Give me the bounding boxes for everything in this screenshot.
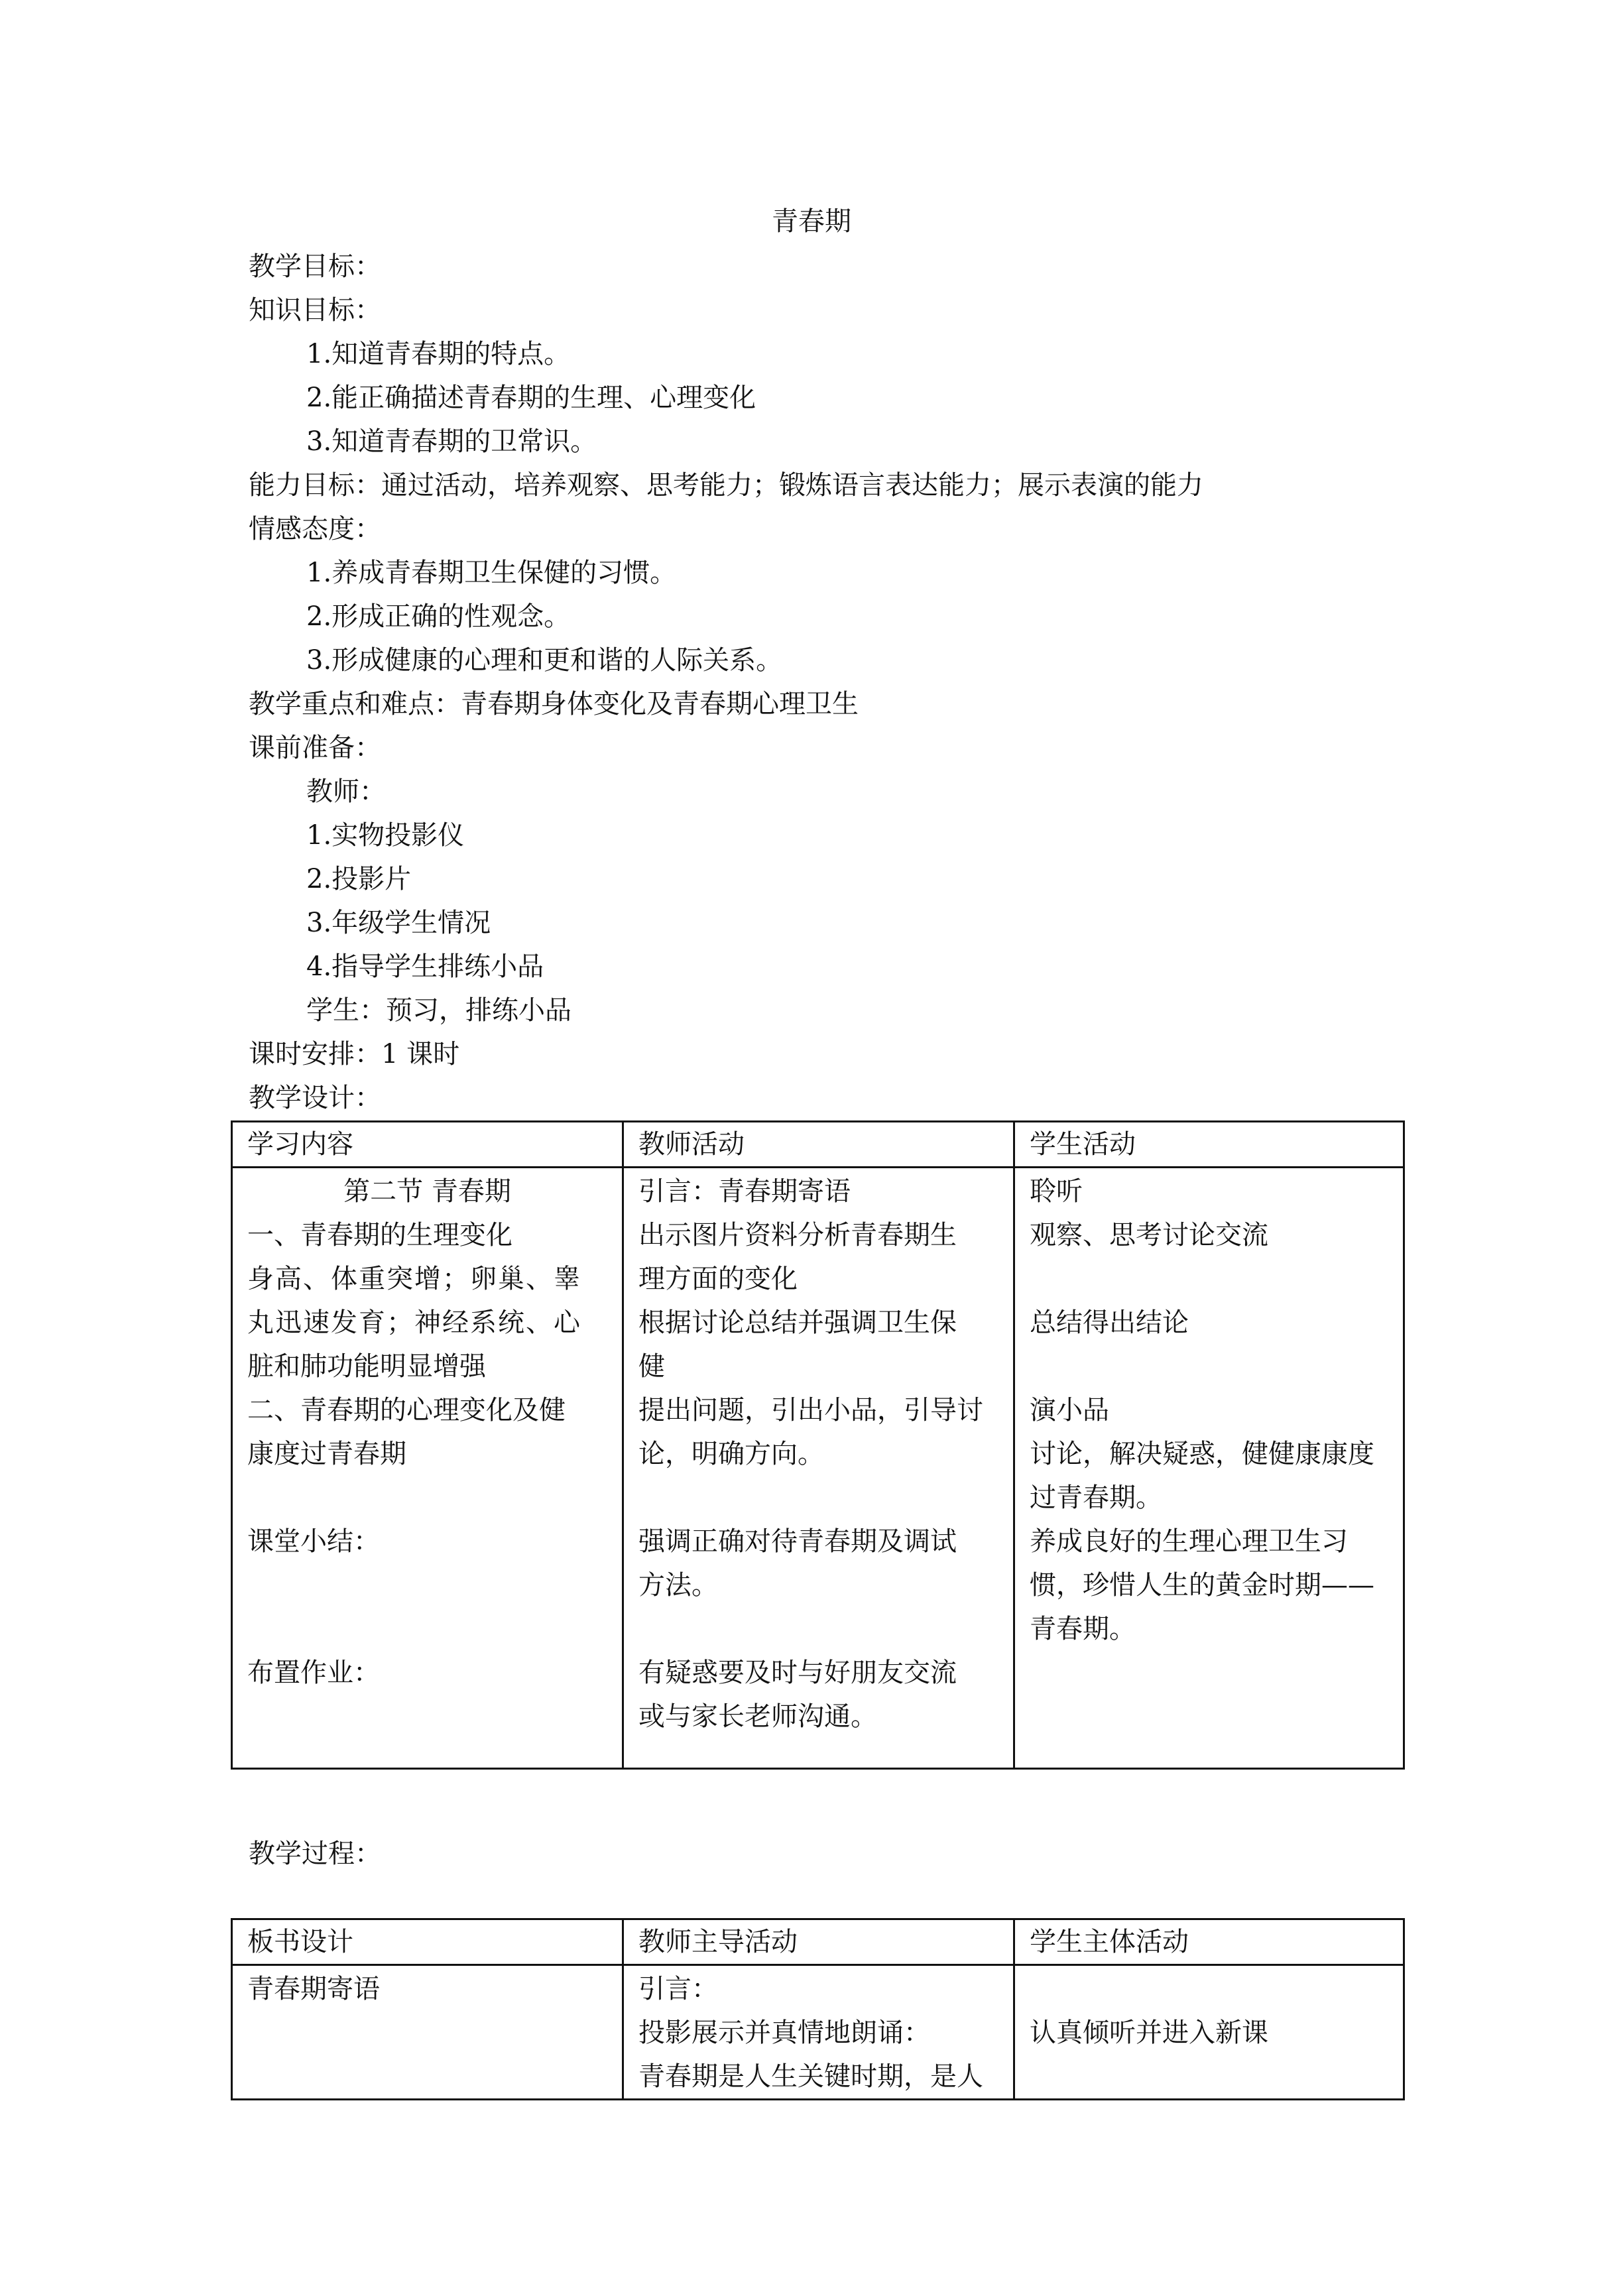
table-row	[232, 1168, 1404, 1769]
cell-line: 青春期。	[1030, 1614, 1136, 1644]
table-cell-student	[1014, 1965, 1404, 2100]
table-header-row	[232, 1919, 1404, 1965]
cell-line: 观察、思考讨论交流	[1030, 1220, 1268, 1250]
knowledge-item: 2.能正确描述青春期的生理、心理变化	[306, 383, 756, 413]
schedule-line: 课时安排：1 课时	[249, 1039, 460, 1069]
cell-line: 丸迅速发育；神经系统、心	[247, 1307, 581, 1338]
cell-line: 康度过青春期	[247, 1439, 406, 1469]
design-heading: 教学设计：	[249, 1083, 381, 1113]
ability-line: 能力目标：通过活动，培养观察、思考能力；锻炼语言表达能力；展示表演的能力	[249, 470, 1203, 501]
cell-line: 论，明确方向。	[638, 1439, 824, 1469]
table-cell-content	[232, 1168, 623, 1769]
knowledge-heading: 知识目标：	[249, 295, 381, 326]
cell-line: 青春期寄语	[247, 1974, 380, 2004]
header-cell: 学生主体活动	[1014, 1919, 1404, 1965]
table-cell-student	[1014, 1168, 1404, 1769]
objectives-heading: 教学目标：	[249, 251, 381, 282]
process-heading: 教学过程：	[249, 1839, 381, 1869]
teacher-item: 2.投影片	[306, 864, 412, 894]
header-cell: 学习内容	[232, 1122, 623, 1168]
cell-line: 脏和肺功能明显增强	[247, 1351, 486, 1382]
knowledge-item: 1.知道青春期的特点。	[306, 339, 571, 369]
header-cell: 板书设计	[232, 1919, 623, 1965]
cell-line: 布置作业：	[247, 1658, 380, 1688]
teacher-label: 教师：	[306, 776, 386, 807]
cell-line: 第二节 青春期	[343, 1176, 511, 1207]
cell-line: 身高、体重突增；卵巢、睾	[247, 1264, 581, 1294]
table-header-row	[232, 1122, 1404, 1168]
cell-line: 提出问题，引出小品，引导讨	[638, 1395, 983, 1425]
key-points: 教学重点和难点：青春期身体变化及青春期心理卫生	[249, 689, 859, 719]
cell-line: 惯，珍惜人生的黄金时期——	[1030, 1570, 1374, 1601]
cell-line: 健	[638, 1351, 665, 1382]
cell-line: 二、青春期的心理变化及健	[247, 1395, 566, 1425]
header-cell: 教师主导活动	[623, 1919, 1014, 1965]
cell-line: 投影展示并真情地朗诵：	[638, 2018, 930, 2048]
table-row	[232, 1965, 1404, 2100]
student-prep: 学生：预习，排练小品	[306, 995, 571, 1026]
cell-line: 讨论，解决疑惑，健健康康度	[1030, 1439, 1374, 1469]
process-table	[231, 1918, 1405, 2100]
cell-line: 有疑惑要及时与好朋友交流	[638, 1658, 957, 1688]
table-cell-board	[232, 1965, 623, 2100]
table-cell-teacher	[623, 1965, 1014, 2100]
cell-line: 演小品	[1030, 1395, 1109, 1425]
cell-line: 强调正确对待青春期及调试	[638, 1526, 957, 1557]
teacher-item: 1.实物投影仪	[306, 820, 465, 851]
cell-line: 一、青春期的生理变化	[247, 1220, 512, 1250]
cell-line: 青春期是人生关键时期，是人	[638, 2061, 983, 2092]
emotion-heading: 情感态度：	[249, 514, 381, 544]
teacher-item: 4.指导学生排练小品	[306, 951, 544, 982]
emotion-item: 3.形成健康的心理和更和谐的人际关系。	[306, 645, 783, 676]
header-cell: 教师活动	[623, 1122, 1014, 1168]
cell-line: 认真倾听并进入新课	[1030, 2018, 1268, 2048]
emotion-item: 2.形成正确的性观念。	[306, 601, 571, 632]
cell-line: 引言：	[638, 1974, 718, 2004]
header-cell: 学生活动	[1014, 1122, 1404, 1168]
cell-line: 总结得出结论	[1030, 1307, 1189, 1338]
cell-line: 课堂小结：	[247, 1526, 380, 1557]
cell-line: 养成良好的生理心理卫生习	[1030, 1526, 1348, 1557]
cell-line: 根据讨论总结并强调卫生保	[638, 1307, 957, 1338]
page-title: 青春期	[772, 206, 851, 237]
teacher-item: 3.年级学生情况	[306, 908, 491, 938]
cell-line: 方法。	[638, 1570, 718, 1601]
cell-line: 聆听	[1030, 1176, 1083, 1207]
cell-line: 出示图片资料分析青春期生	[638, 1220, 957, 1250]
cell-line: 或与家长老师沟通。	[638, 1701, 877, 1732]
emotion-item: 1.养成青春期卫生保健的习惯。	[306, 558, 677, 588]
design-table	[231, 1120, 1405, 1770]
cell-line: 引言：青春期寄语	[638, 1176, 851, 1207]
table-cell-teacher	[623, 1168, 1014, 1769]
cell-line: 过青春期。	[1030, 1482, 1162, 1513]
cell-line: 理方面的变化	[638, 1264, 798, 1294]
prep-heading: 课前准备：	[249, 733, 381, 763]
knowledge-item: 3.知道青春期的卫常识。	[306, 426, 597, 457]
